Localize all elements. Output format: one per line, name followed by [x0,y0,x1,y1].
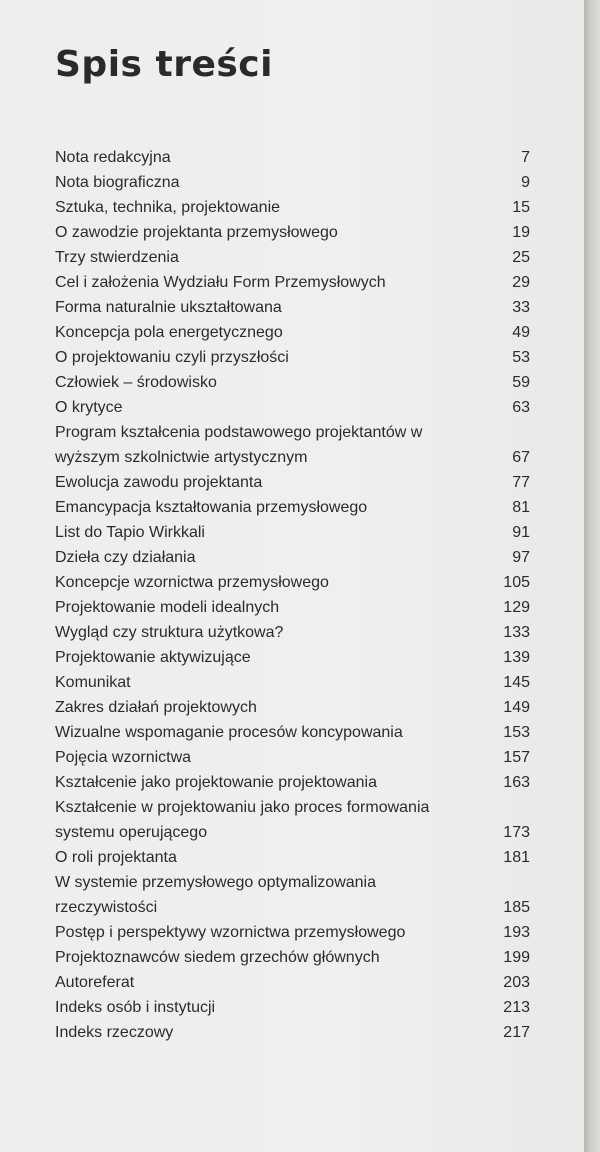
toc-entry-title: Pojęcia wzornictwa [55,749,192,766]
toc-entry [55,270,530,295]
toc-entry [55,995,530,1020]
toc-entry [55,570,530,595]
toc-entry-page: 133 [503,624,530,641]
toc-entry-page: 173 [503,824,530,841]
toc-entry [55,920,530,945]
toc-entry-title: Postęp i perspektywy wzornictwa przemysłowego [55,924,406,941]
toc-entry-title: Ewolucja zawodu projektanta [55,474,263,491]
toc-entry-page: 9 [521,174,530,191]
toc-entry-title: Indeks osób i instytucji [55,999,216,1016]
toc-entry-title: Indeks rzeczowy [55,1024,174,1041]
toc-entry-title: O zawodzie projektanta przemysłowego [55,224,338,241]
toc-entry-title: Wizualne wspomaganie procesów koncypowania [55,724,403,741]
toc-entry-title: Projektowanie modeli idealnych [55,599,280,616]
toc-entry-title: Zakres działań projektowych [55,699,257,716]
toc-entry-title: Kształcenie w projektowaniu jako proces formowania systemu operującego [55,799,430,841]
toc-entry-title: Projektowanie aktywizujące [55,649,251,666]
page-title: Spis treści [55,44,273,85]
toc-entry [55,695,530,720]
toc-entry-page: 139 [503,649,530,666]
toc-entry [55,720,530,745]
toc-entry [55,170,530,195]
toc-entry-page: 185 [503,899,530,916]
toc-entry-title: Cel i założenia Wydziału Form Przemysłowych [55,274,386,291]
toc-entry-title: Trzy stwierdzenia [55,249,179,266]
toc-entry-page: 203 [503,974,530,991]
toc-entry-page: 163 [503,774,530,791]
toc-entry-title: Emancypacja kształtowania przemysłowego [55,499,368,516]
toc-entry-page: 25 [512,249,530,266]
toc-entry-page: 217 [503,1024,530,1041]
toc-entry-page: 91 [512,524,530,541]
toc-entry-title: Nota redakcyjna [55,149,171,166]
toc-entry-page: 105 [503,574,530,591]
toc-entry [55,420,530,470]
toc-entry-page: 129 [503,599,530,616]
toc-entry-title: O roli projektanta [55,849,177,866]
toc-entry-page: 153 [503,724,530,741]
toc-entry-page: 213 [503,999,530,1016]
toc-entry [55,870,530,920]
toc-entry-title: Wygląd czy struktura użytkowa? [55,624,284,641]
toc-entry-title: Autoreferat [55,974,135,991]
toc-entry [55,745,530,770]
toc-entry-title: Koncepcje wzornictwa przemysłowego [55,574,329,591]
toc-entry [55,245,530,270]
toc-entry [55,495,530,520]
toc-entry [55,795,530,845]
toc-entry-page: 49 [512,324,530,341]
toc-entry-title: Komunikat [55,674,131,691]
toc-entry-title: Nota biograficzna [55,174,180,191]
toc-entry [55,1020,530,1045]
toc-entry [55,395,530,420]
toc-entry-title: List do Tapio Wirkkali [55,524,205,541]
toc-entry [55,195,530,220]
toc-entry-page: 97 [512,549,530,566]
toc-entry-page: 81 [512,499,530,516]
toc-entry-page: 77 [512,474,530,491]
toc-entry [55,345,530,370]
toc-entry-title: Kształcenie jako projektowanie projektowania [55,774,377,791]
toc-entry [55,845,530,870]
toc-entry-page: 53 [512,349,530,366]
toc-entry-page: 59 [512,374,530,391]
toc-entry-page: 19 [512,224,530,241]
toc-entry-page: 145 [503,674,530,691]
toc-entry [55,595,530,620]
toc-entry-title: W systemie przemysłowego optymalizowania rzeczywistości [55,874,376,916]
toc-entry-page: 29 [512,274,530,291]
toc-entry [55,520,530,545]
toc-entry-title: O krytyce [55,399,123,416]
toc-entry-page: 33 [512,299,530,316]
toc-entry [55,970,530,995]
toc-entry-title: Człowiek – środowisko [55,374,217,391]
toc-entry [55,945,530,970]
toc-entry [55,645,530,670]
toc-entry-title: Program kształcenia podstawowego projektantów w wyższym szkolnictwie artystycznym [55,424,423,466]
toc-entry [55,620,530,645]
toc-entry [55,670,530,695]
toc-entry [55,295,530,320]
toc-entry-title: Dzieła czy działania [55,549,196,566]
toc-entry-title: Sztuka, technika, projektowanie [55,199,281,216]
toc-entry-page: 7 [521,149,530,166]
toc-entry-page: 67 [512,449,530,466]
book-page-edge [584,0,600,1152]
toc-entry-page: 157 [503,749,530,766]
toc-entry [55,470,530,495]
toc-entry-page: 199 [503,949,530,966]
toc-entry [55,370,530,395]
table-of-contents [55,145,530,1045]
toc-entry-page: 181 [503,849,530,866]
toc-entry-title: Projektoznawców siedem grzechów głównych [55,949,380,966]
toc-entry [55,220,530,245]
toc-entry [55,320,530,345]
toc-entry-title: Koncepcja pola energetycznego [55,324,283,341]
toc-entry [55,770,530,795]
toc-entry [55,545,530,570]
toc-entry [55,145,530,170]
toc-entry-title: Forma naturalnie ukształtowana [55,299,282,316]
toc-entry-page: 149 [503,699,530,716]
toc-entry-page: 193 [503,924,530,941]
toc-entry-title: O projektowaniu czyli przyszłości [55,349,289,366]
toc-entry-page: 63 [512,399,530,416]
toc-entry-page: 15 [512,199,530,216]
